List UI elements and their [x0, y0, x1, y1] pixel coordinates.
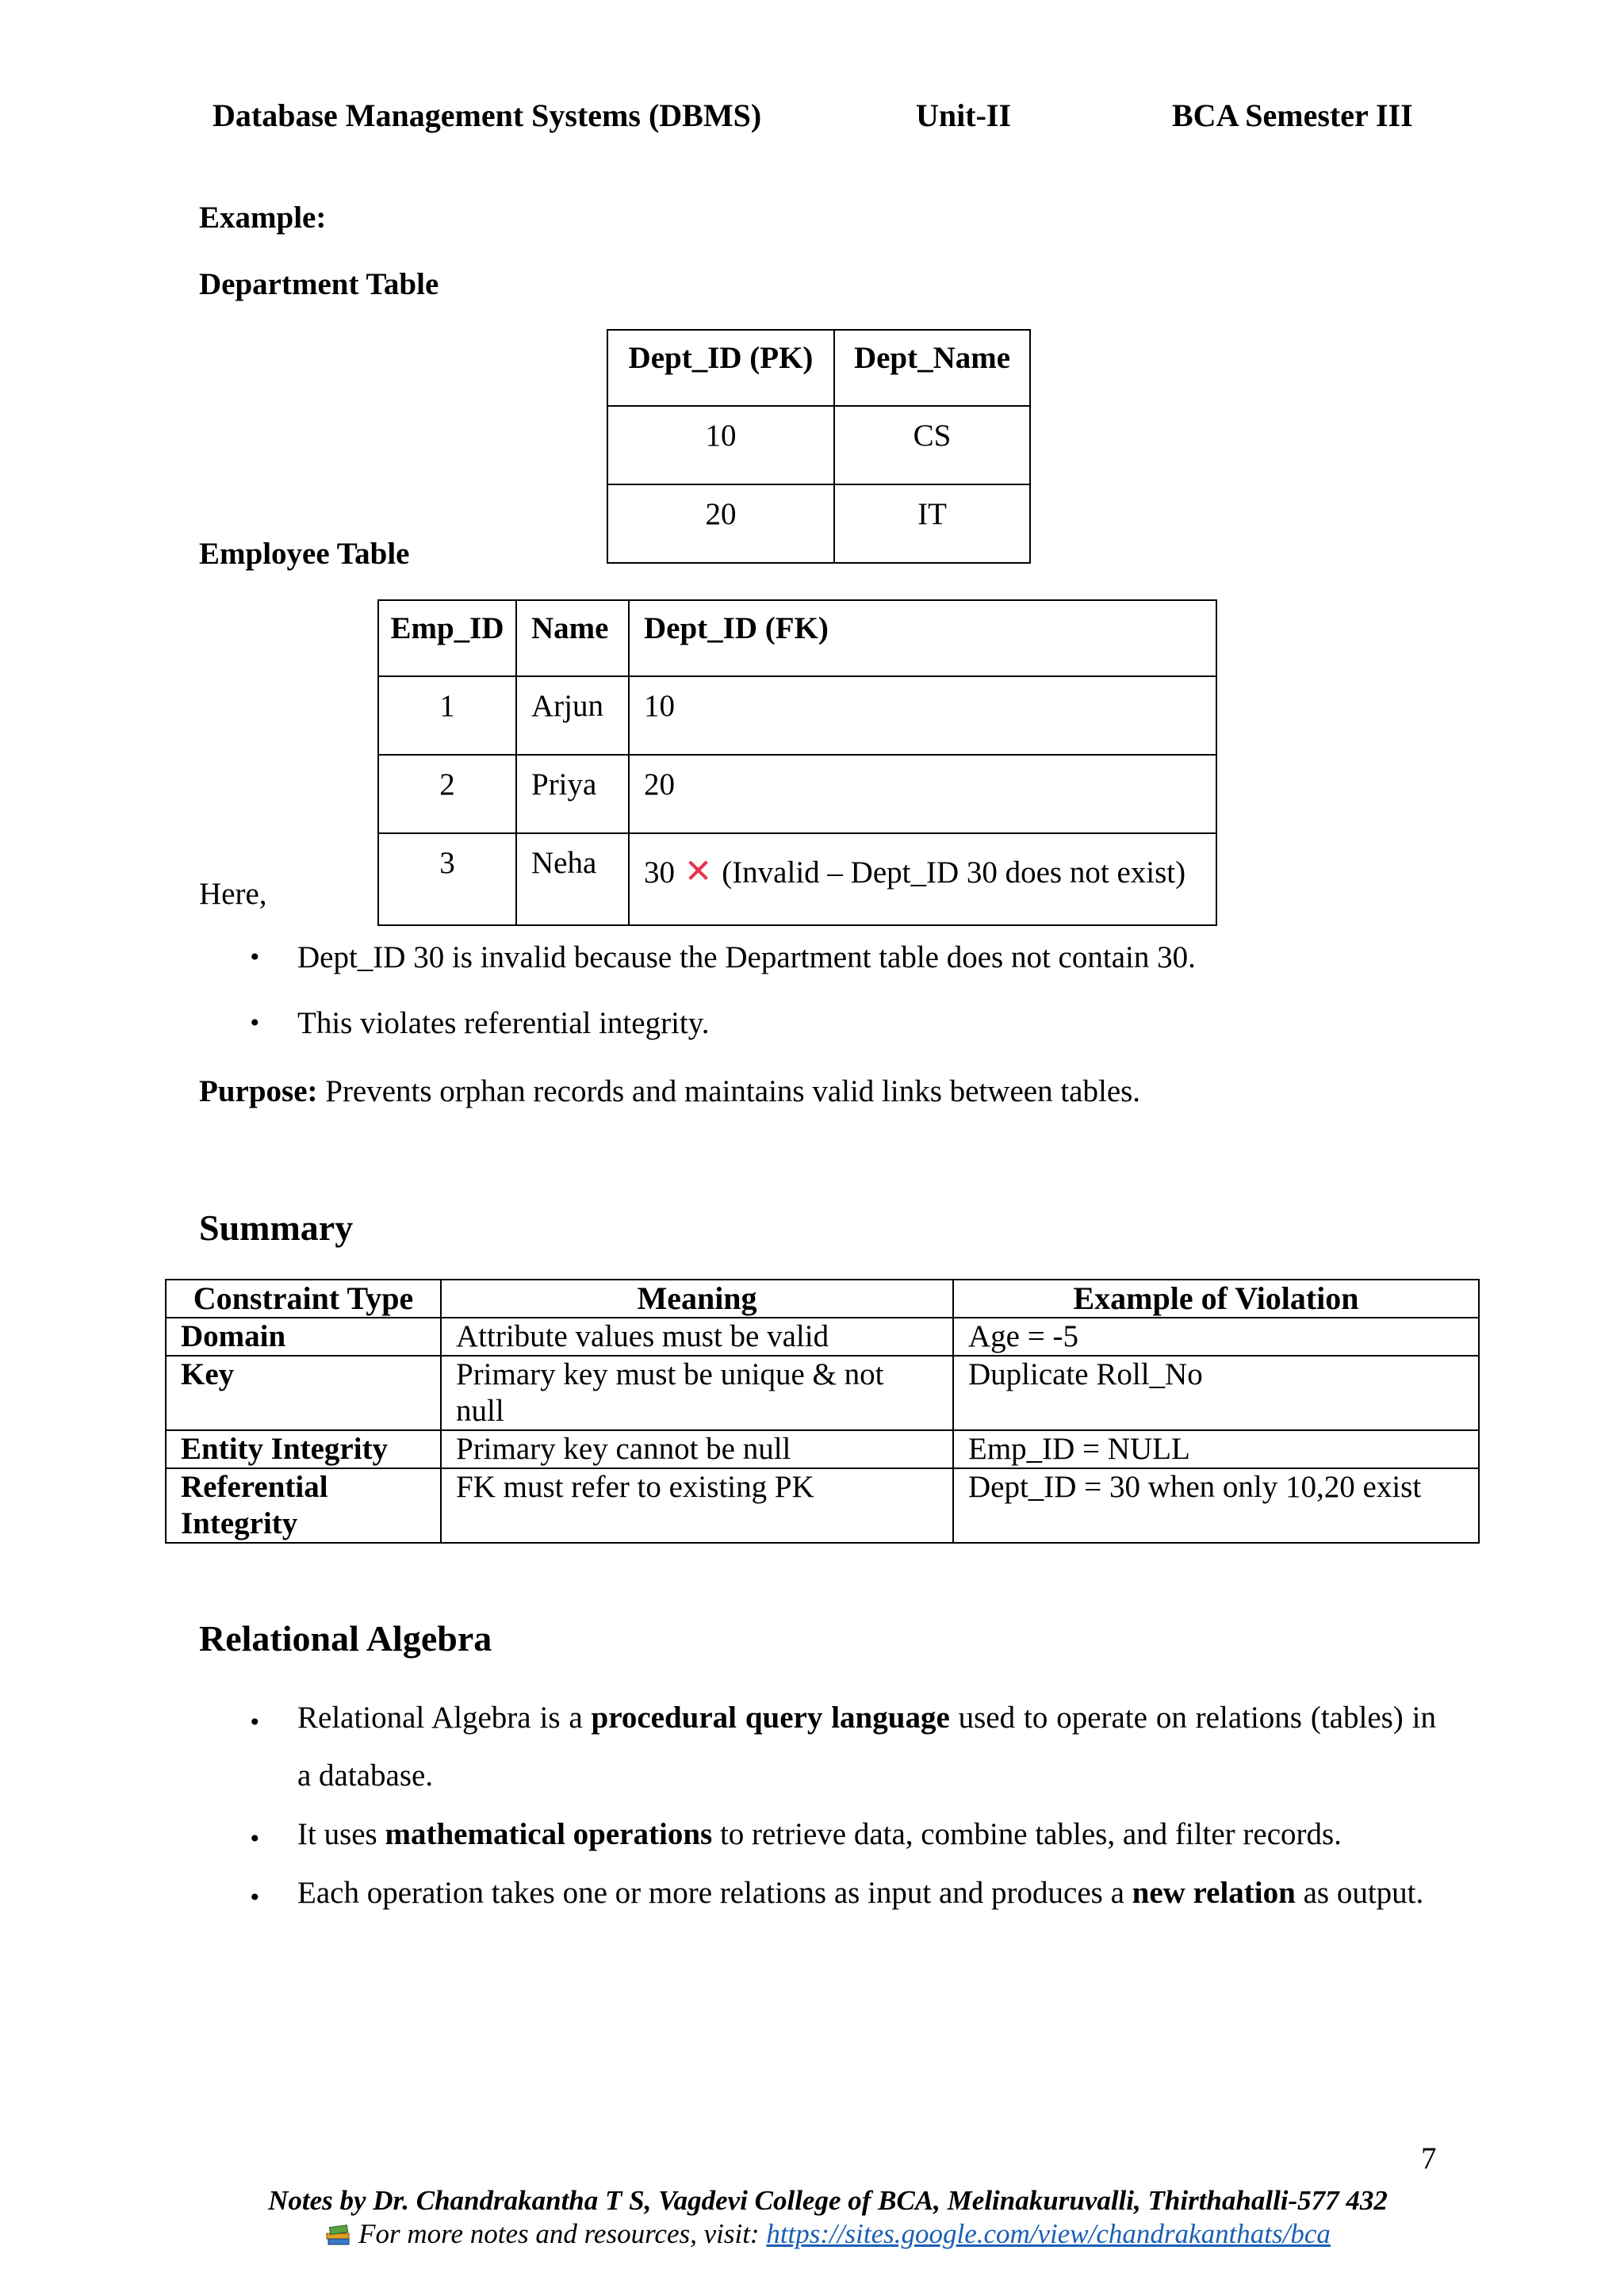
table-cell: 2 [378, 755, 516, 833]
table-cell: Domain [166, 1318, 441, 1356]
table-header-cell: Emp_ID [378, 600, 516, 676]
table-header-row [378, 600, 1216, 676]
table-header-cell: Dept_ID (PK) [607, 330, 834, 406]
table-cell: Neha [516, 833, 629, 925]
purpose-paragraph [199, 1073, 1140, 1109]
text-span: Relational Algebra is a [297, 1701, 592, 1735]
list-item [199, 1805, 1436, 1863]
table-row [378, 676, 1216, 755]
here-text: Here, [199, 877, 267, 911]
table-header-cell: Meaning [441, 1280, 953, 1318]
cross-mark-icon: ✕ [684, 851, 713, 890]
table-cell: Attribute values must be valid [441, 1318, 953, 1356]
table-row [607, 406, 1030, 484]
table-row [166, 1318, 1479, 1356]
table-cell: 20 [607, 484, 834, 563]
table-cell: Emp_ID = NULL [953, 1430, 1479, 1468]
text-span: It uses [297, 1817, 385, 1851]
table-cell: Priya [516, 755, 629, 833]
list-item: • This violates referential integrity. [199, 1005, 1196, 1071]
table-cell: Arjun [516, 676, 629, 755]
table-row [166, 1430, 1479, 1468]
table-row [166, 1468, 1479, 1543]
bold-term: mathematical operations [385, 1817, 713, 1851]
text-span: Each operation takes one or more relations as input and produces a [297, 1876, 1132, 1910]
department-table-title: Department Table [199, 267, 439, 301]
table-cell: IT [834, 484, 1030, 563]
list-item [199, 1689, 1436, 1804]
page-number: 7 [1421, 2141, 1437, 2175]
table-row [378, 755, 1216, 833]
department-table [607, 329, 1031, 564]
table-cell: 3 [378, 833, 516, 925]
example-label: Example: [199, 201, 327, 235]
books-icon [325, 2221, 352, 2245]
table-cell: Key [166, 1356, 441, 1430]
table-row [607, 484, 1030, 563]
table-header-cell: Constraint Type [166, 1280, 441, 1318]
table-cell: CS [834, 406, 1030, 484]
purpose-label: Purpose: [199, 1074, 318, 1108]
list-item [199, 1864, 1436, 1922]
footer-credit: Notes by Dr. Chandrakantha T S, Vagdevi College of BCA, Melinakuruvalli, Thirthahalli-577 432 [268, 2185, 1388, 2216]
table-row [166, 1356, 1479, 1430]
list-item: • Dept_ID 30 is invalid because the Department table does not contain 30. [199, 939, 1196, 1005]
table-cell: 1 [378, 676, 516, 755]
header-unit: Unit-II [916, 98, 1012, 133]
table-cell: Referential Integrity [166, 1468, 441, 1543]
table-header-cell: Dept_Name [834, 330, 1030, 406]
text-span: as output. [1295, 1876, 1424, 1910]
table-header-cell: Example of Violation [953, 1280, 1479, 1318]
employee-table [377, 599, 1217, 926]
summary-heading: Summary [199, 1207, 354, 1248]
footer-visit-text: For more notes and resources, visit: [358, 2218, 767, 2249]
relational-algebra-bullet-list [199, 1689, 1436, 1923]
text-span: to retrieve data, combine tables, and filter records. [712, 1817, 1342, 1851]
purpose-text: Prevents orphan records and maintains valid links between tables. [317, 1074, 1141, 1108]
table-cell-invalid [629, 833, 1216, 925]
resources-link[interactable]: https://sites.google.com/view/chandrakanthats/bca [766, 2218, 1331, 2249]
table-cell: Primary key cannot be null [441, 1430, 953, 1468]
footer-resources [16, 2218, 1624, 2250]
text-span: used to operate on relations (tables) in a database. [297, 1701, 1436, 1793]
table-cell: Dept_ID = 30 when only 10,20 exist [953, 1468, 1479, 1543]
table-header-row [166, 1280, 1479, 1318]
relational-algebra-heading: Relational Algebra [199, 1618, 492, 1659]
bold-term: new relation [1132, 1876, 1296, 1910]
invalid-dept-value: 30 [644, 855, 675, 890]
table-header-row [607, 330, 1030, 406]
table-header-cell: Name [516, 600, 629, 676]
header-course-title: Database Management Systems (DBMS) [213, 98, 762, 133]
table-cell: Entity Integrity [166, 1430, 441, 1468]
table-cell: 20 [629, 755, 1216, 833]
here-bullet-list [199, 939, 1196, 1071]
table-row [378, 833, 1216, 925]
table-cell: Duplicate Roll_No [953, 1356, 1479, 1430]
summary-table [165, 1279, 1480, 1544]
table-cell: FK must refer to existing PK [441, 1468, 953, 1543]
table-cell: 10 [629, 676, 1216, 755]
employee-table-title: Employee Table [199, 537, 410, 571]
header-semester: BCA Semester III [1172, 98, 1413, 133]
bold-term: procedural query language [591, 1701, 950, 1735]
table-header-cell: Dept_ID (FK) [629, 600, 1216, 676]
table-cell: 10 [607, 406, 834, 484]
table-cell: Primary key must be unique & not null [441, 1356, 953, 1430]
table-cell: Age = -5 [953, 1318, 1479, 1356]
invalid-note: (Invalid – Dept_ID 30 does not exist) [722, 855, 1186, 890]
